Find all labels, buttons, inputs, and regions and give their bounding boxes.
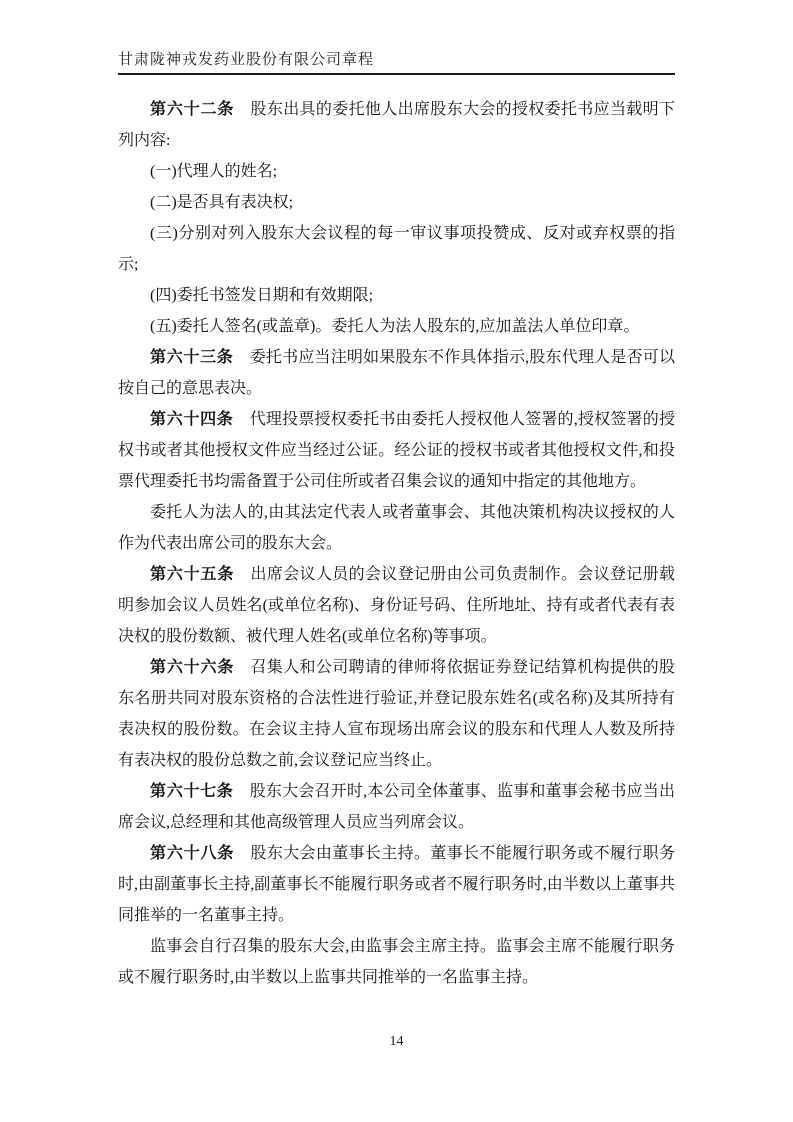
article-number: 第六十二条 — [150, 101, 235, 118]
article-paragraph: (一)代理人的姓名; — [150, 163, 278, 180]
header-rule — [118, 73, 675, 75]
article-paragraph: (三)分别对列入股东大会议程的每一审议事项投赞成、反对或弃权票的指示; — [118, 225, 675, 273]
article-paragraph: 第六十三条 委托书应当注明如果股东不作具体指示,股东代理人是否可以按自己的意思表决。 — [118, 349, 675, 397]
page-number: 14 — [389, 1034, 404, 1049]
article-paragraph: 监事会自行召集的股东大会,由监事会主席主持。监事会主席不能履行职务或不履行职务时,由半数以上监事共同推举的一名监事主持。 — [118, 938, 675, 986]
article-number: 第六十六条 — [150, 659, 235, 676]
document-title: 甘肃陇神戎发药业股份有限公司章程 — [118, 52, 375, 68]
article-paragraph: 委托人为法人的,由其法定代表人或者董事会、其他决策机构决议授权的人作为代表出席公司的股东大会。 — [118, 504, 675, 552]
article-number: 第六十三条 — [150, 349, 234, 366]
page-footer — [0, 1032, 793, 1050]
page-header — [118, 50, 675, 75]
article-paragraph: (四)委托书签发日期和有效期限; — [150, 287, 374, 304]
article-paragraph: 第六十四条 代理投票授权委托书由委托人授权他人签署的,授权签署的授权书或者其他授权文件应当经过公证。经公证的授权书或者其他授权文件,和投票代理委托书均需备置于公司住所或者召集会议的通知中指定的其他地方。 — [118, 411, 675, 490]
article-number: 第六十五条 — [150, 566, 235, 583]
article-paragraph: (二)是否具有表决权; — [150, 194, 294, 211]
article-number: 第六十八条 — [150, 845, 235, 862]
article-paragraph: 第六十五条 出席会议人员的会议登记册由公司负责制作。会议登记册载明参加会议人员姓名(或单位名称)、身份证号码、住所地址、持有或者代表有表决权的股份数额、被代理人姓名(或单位名称)等事项。 — [118, 566, 675, 645]
article-paragraph: (五)委托人签名(或盖章)。委托人为法人股东的,应加盖法人单位印章。 — [150, 318, 640, 335]
document-body — [118, 94, 675, 993]
article-number: 第六十七条 — [150, 783, 234, 800]
article-paragraph: 第六十八条 股东大会由董事长主持。董事长不能履行职务或不履行职务时,由副董事长主持,副董事长不能履行职务或者不履行职务时,由半数以上董事共同推举的一名董事主持。 — [118, 845, 675, 924]
article-number: 第六十四条 — [150, 411, 234, 428]
article-paragraph: 第六十二条 股东出具的委托他人出席股东大会的授权委托书应当载明下列内容: — [118, 101, 675, 149]
article-paragraph: 第六十七条 股东大会召开时,本公司全体董事、监事和董事会秘书应当出席会议,总经理和其他高级管理人员应当列席会议。 — [118, 783, 675, 831]
article-paragraph: 第六十六条 召集人和公司聘请的律师将依据证券登记结算机构提供的股东名册共同对股东资格的合法性进行验证,并登记股东姓名(或名称)及其所持有表决权的股份数。在会议主持人宣布现场出席会议的股东和代理人人数及所持有表决权的股份总数之前,会议登记应当终止。 — [118, 659, 675, 769]
